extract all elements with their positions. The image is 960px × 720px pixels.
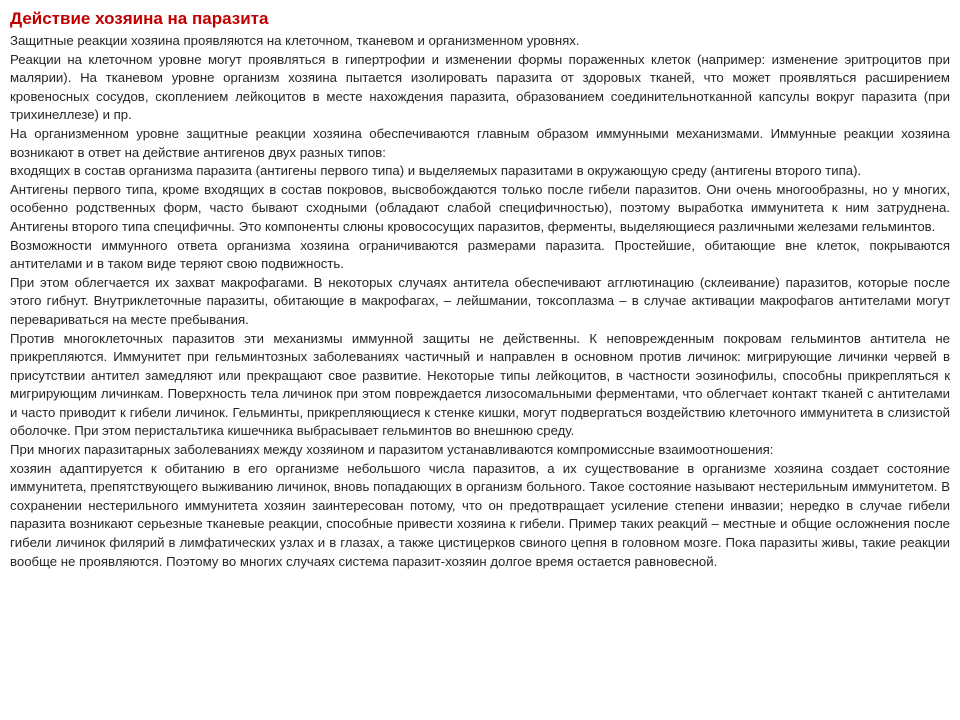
paragraph-compromise: При многих паразитарных заболеваниях между хозяином и паразитом устанавливаются компромиссные взаимоотношения: xyxy=(10,442,774,458)
paragraph-cellular-tissue: Реакции на клеточном уровне могут проявляться в гипертрофии и изменении формы пораженных клеток (например: изменение эритроцитов при малярии). На тканевом уровне организм хозяина пытается изолировать паразита от здоровых тканей, что может проявляться расширением кровеносных сосудов, скоплением лейкоцитов в месте нахождения паразита, образованием соединительнотканной капсулы вокруг паразита (при трихинеллезе) и пр. xyxy=(10,51,950,123)
paragraph-helminths: Против многоклеточных паразитов эти механизмы иммунной защиты не действенны. К неповрежденным покровам гельминтов антитела не прикрепляются. Иммунитет при гельминтозных заболеваниях частичный и направлен в основном против личинок: мигрирующие личинки червей в присутствии антител замедляют или прекращают свое развитие. Некоторые типы лейкоцитов, в частности эозинофилы, способны прикрепляться к мигрирующим личинкам. Поверхность тела личинок при этом повреждается лизосомальными ферментами, что облегчает контакт тканей с антителами и часто приводит к гибели личинок. Гельминты, прикрепляющиеся к стенке кишки, могут подвергаться воздействию клеточного иммунитета в слизистой оболочке. При этом перистальтика кишечника выбрасывает гельминтов во внешнюю среду. xyxy=(10,330,950,439)
paragraph-nonsterile-immunity: хозяин адаптируется к обитанию в его организме небольшого числа паразитов, а их существование в организме хозяина создает состояние иммунитета, препятствующего выживанию личинок, вновь попадающих в организм больного. Такое состояние называют нестерильным иммунитетом. В сохранении нестерильного иммунитета хозяин заинтересован потому, что он предотвращает усиление степени инвазии; нередко в случае гибели паразита возникают серьезные тканевые реакции, способные привести хозяина к гибели. Пример таких реакций – местные и общие осложнения после гибели личинок филярий в лимфатических узлах и в глазах, а также цистицерков свиного цепня в головном мозге. Пока паразиты живы, такие реакции вообще не проявляются. Поэтому во многих случаях система паразит-хозяин долгое время остается равновесной. xyxy=(10,460,950,569)
paragraph-first-type-antigens: Антигены первого типа, кроме входящих в состав покровов, высвобождаются только после гибели паразитов. Они очень многообразны, но у многих, особенно родственных форм, часто бывают сходными (обладают слабой специфичностью), поэтому выработка иммунитета к ним затруднена. Антигены второго типа специфичны. Это компоненты слюны кровососущих паразитов, ферменты, выделяющиеся различными железами гельминтов. xyxy=(10,181,950,234)
paragraph-antigen-types: входящих в состав организма паразита (антигены первого типа) и выделяемых паразитами в окружающую среду (антигены второго типа). xyxy=(10,163,862,179)
paragraph-immune-limits: Возможности иммунного ответа организма хозяина ограничиваются размерами паразита. Простейшие, обитающие вне клеток, покрываются антителами и в таком виде теряют свою подвижность. xyxy=(10,237,950,272)
paragraph-organism-level: На организменном уровне защитные реакции хозяина обеспечиваются главным образом иммунными механизмами. Иммунные реакции хозяина возникают в ответ на действие антигенов двух разных типов: xyxy=(10,125,950,160)
slide-body xyxy=(10,32,950,571)
slide-title: Действие хозяина на паразита xyxy=(10,9,269,28)
paragraph-macrophages: При этом облегчается их захват макрофагами. В некоторых случаях антитела обеспечивают агглютинацию (склеивание) паразитов, которые после этого гибнут. Внутриклеточные паразиты, обитающие в макрофагах, – лейшмании, токсоплазма – в случае активации макрофагов антителами могут перевариваться на месте пребывания. xyxy=(10,274,950,327)
paragraph-levels: Защитные реакции хозяина проявляются на клеточном, тканевом и организменном уровнях. xyxy=(10,33,580,48)
